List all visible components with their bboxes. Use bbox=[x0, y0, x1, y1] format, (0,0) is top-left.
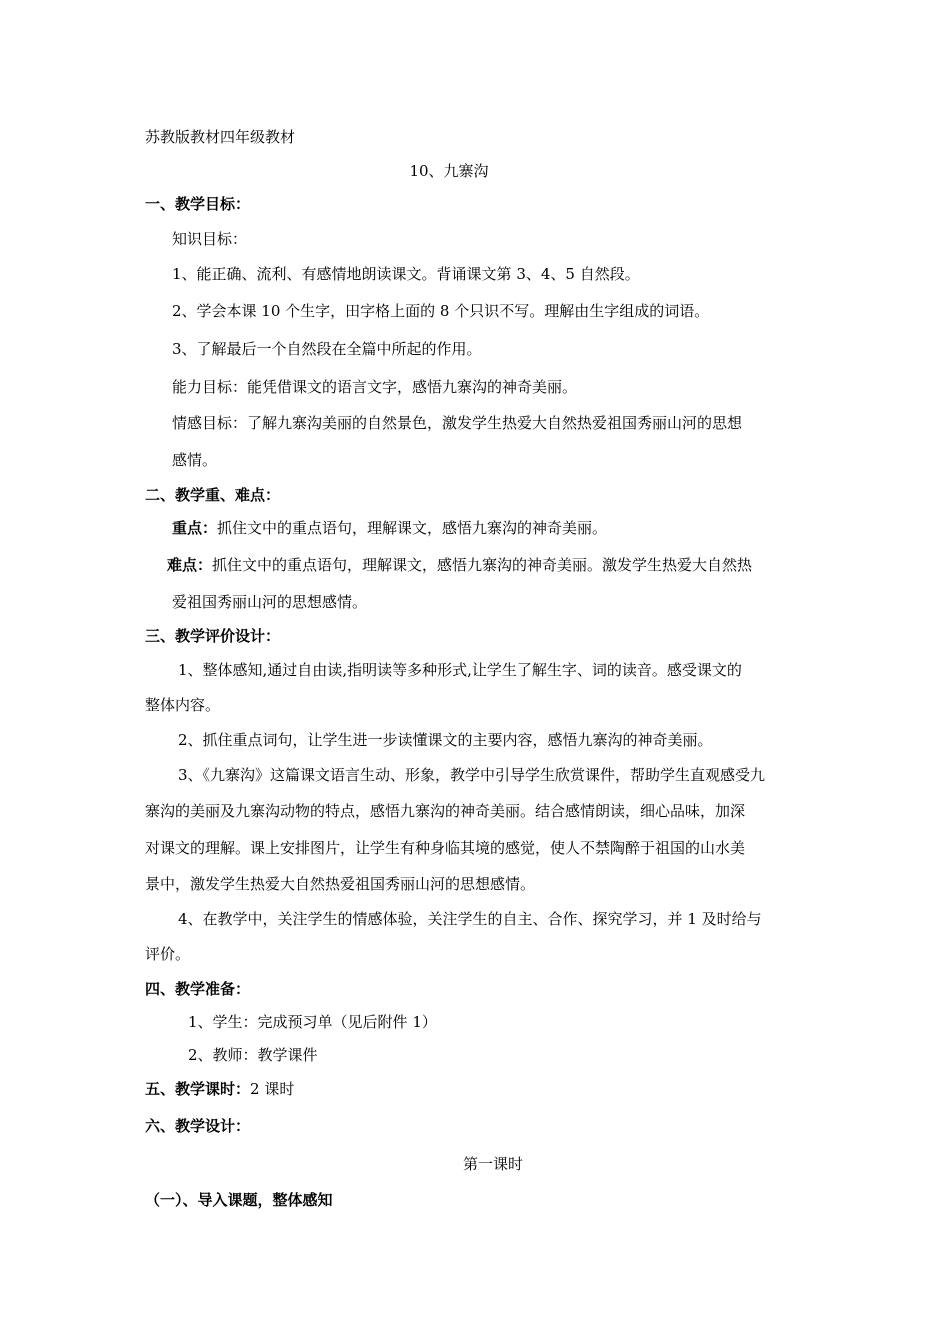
section-2-heading: 二、教学重、难点： bbox=[145, 486, 281, 504]
eval-item-1-line-2: 整体内容。 bbox=[145, 696, 221, 714]
knowledge-goal-3: 3、了解最后一个自然段在全篇中所起的作用。 bbox=[172, 340, 482, 358]
section-4-heading: 四、教学准备： bbox=[145, 980, 251, 998]
section-3-heading: 三、教学评价设计： bbox=[145, 627, 281, 645]
key-point-label: 重点： bbox=[172, 519, 218, 537]
section-5 bbox=[145, 1079, 294, 1099]
prep-item-2: 2、教师：教学课件 bbox=[188, 1046, 318, 1064]
section-5-heading: 五、教学课时： bbox=[145, 1080, 251, 1098]
section-6-heading: 六、教学设计： bbox=[145, 1117, 251, 1135]
section-1-heading: 一、教学目标： bbox=[145, 195, 251, 213]
subsection-1-heading: （一）、导入课题，整体感知 bbox=[145, 1191, 333, 1209]
eval-item-4-line-2: 评价。 bbox=[145, 945, 191, 963]
eval-item-2: 2、抓住重点词句，让学生进一步读懂课文的主要内容，感悟九寨沟的神奇美丽。 bbox=[178, 731, 713, 749]
difficult-point-line-1 bbox=[167, 555, 752, 575]
eval-item-3-line-3: 对课文的理解。课上安排图片，让学生有种身临其境的感觉，使人不禁陶醉于祖国的山水美 bbox=[145, 839, 746, 857]
key-point bbox=[172, 518, 607, 538]
emotion-goal-line-2: 感情。 bbox=[172, 451, 218, 469]
eval-item-3-line-1: 3、《九寨沟》这篇课文语言生动、形象，教学中引导学生欣赏课件，帮助学生直观感受九 bbox=[178, 766, 766, 784]
eval-item-3-line-4: 景中，激发学生热爱大自然热爱祖国秀丽山河的思想感情。 bbox=[145, 875, 536, 893]
prep-item-1: 1、学生：完成预习单（见后附件 1） bbox=[188, 1013, 437, 1031]
key-point-text: 抓住文中的重点语句，理解课文，感悟九寨沟的神奇美丽。 bbox=[217, 519, 608, 537]
emotion-goal-line-1: 情感目标：了解九寨沟美丽的自然景色，激发学生热爱大自然热爱祖国秀丽山河的思想 bbox=[172, 414, 743, 432]
ability-goal: 能力目标：能凭借课文的语言文字，感悟九寨沟的神奇美丽。 bbox=[172, 378, 578, 396]
document-header: 苏教版教材四年级教材 bbox=[145, 128, 296, 146]
knowledge-goals-label: 知识目标： bbox=[172, 230, 248, 248]
lesson-title: 10、九寨沟 bbox=[409, 162, 489, 180]
difficult-point-label: 难点： bbox=[167, 556, 213, 574]
difficult-point-text: 抓住文中的重点语句，理解课文，感悟九寨沟的神奇美丽。激发学生热爱大自然热 bbox=[212, 556, 753, 574]
knowledge-goal-2: 2、学会本课 10 个生字，田字格上面的 8 个只识不写。理解由生字组成的词语。 bbox=[172, 302, 710, 320]
lesson-period-title: 第一课时 bbox=[462, 1155, 523, 1173]
knowledge-goal-1: 1、能正确、流利、有感情地朗读课文。背诵课文第 3、4、5 自然段。 bbox=[172, 265, 640, 283]
eval-item-4-line-1: 4、在教学中，关注学生的情感体验，关注学生的自主、合作、探究学习，并 1 及时给与 bbox=[178, 910, 762, 928]
class-hours: 2 课时 bbox=[250, 1080, 295, 1098]
eval-item-3-line-2: 寨沟的美丽及九寨沟动物的特点，感悟九寨沟的神奇美丽。结合感情朗读，细心品味，加深 bbox=[145, 802, 746, 820]
difficult-point-line-2: 爱祖国秀丽山河的思想感情。 bbox=[172, 593, 368, 611]
eval-item-1-line-1: 1、整体感知,通过自由读,指明读等多种形式,让学生了解生字、词的读音。感受课文的 bbox=[178, 661, 742, 679]
